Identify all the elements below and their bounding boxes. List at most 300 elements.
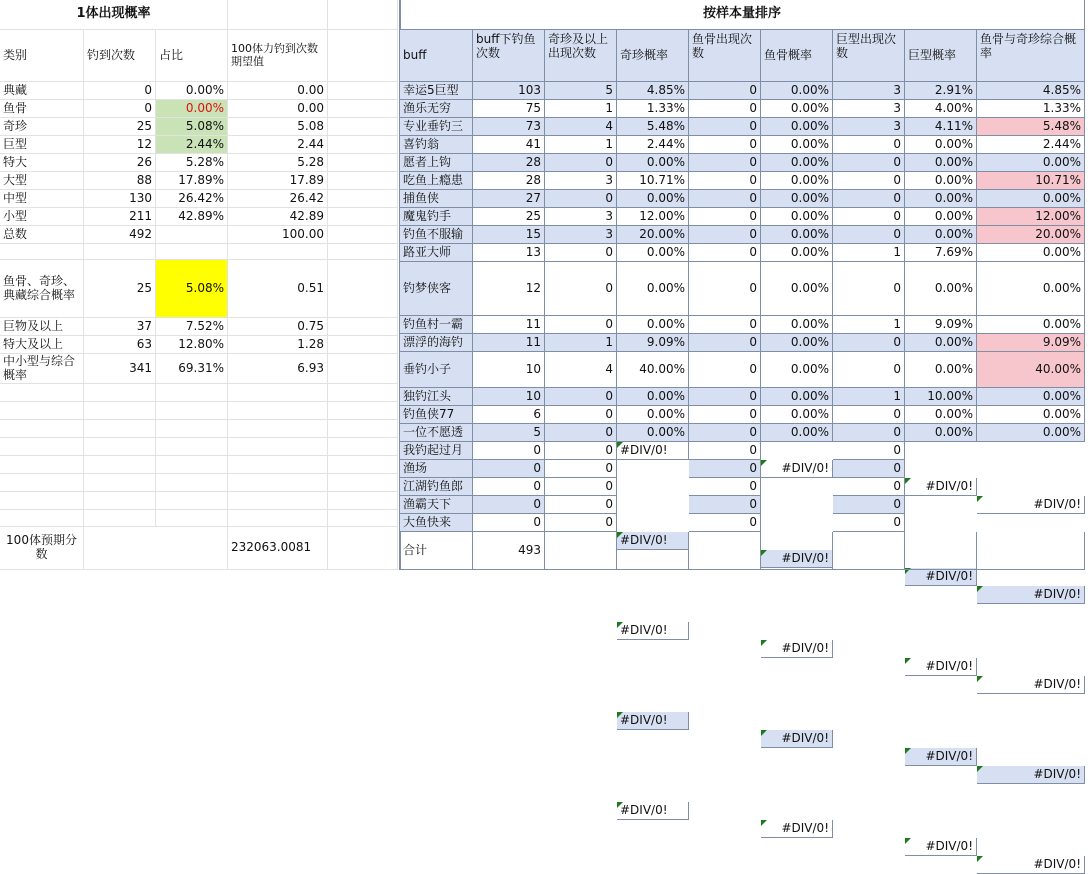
- buff-value[interactable]: 0: [833, 172, 905, 190]
- buff-value[interactable]: 7.69%: [905, 244, 977, 262]
- buff-value[interactable]: #DIV/0!: [905, 748, 977, 766]
- left-row-count[interactable]: 25: [84, 118, 156, 136]
- buff-value[interactable]: 11: [473, 334, 545, 352]
- buff-value[interactable]: #DIV/0!: [905, 838, 977, 856]
- buff-value[interactable]: 0: [545, 496, 617, 514]
- buff-value[interactable]: 3: [833, 82, 905, 100]
- buff-value[interactable]: 0.00%: [761, 208, 833, 226]
- buff-value[interactable]: 15: [473, 226, 545, 244]
- buff-value[interactable]: 28: [473, 172, 545, 190]
- combo-row-exp[interactable]: 1.28: [228, 336, 328, 354]
- left-title[interactable]: 1体出现概率: [0, 0, 228, 30]
- buff-value[interactable]: 0: [689, 244, 761, 262]
- buff-value[interactable]: 0.00%: [761, 136, 833, 154]
- buff-value[interactable]: 0: [545, 442, 617, 460]
- cell[interactable]: [156, 244, 228, 260]
- buff-value[interactable]: 0.00%: [977, 424, 1085, 442]
- buff-value[interactable]: 0.00%: [761, 424, 833, 442]
- buff-value[interactable]: 0: [689, 514, 761, 532]
- buff-value[interactable]: 0: [545, 460, 617, 478]
- left-row-exp[interactable]: 2.44: [228, 136, 328, 154]
- cell[interactable]: [689, 532, 761, 570]
- buff-value[interactable]: 0.00%: [761, 154, 833, 172]
- cell[interactable]: [84, 510, 156, 527]
- buff-value[interactable]: 3: [833, 100, 905, 118]
- buff-value[interactable]: #DIV/0!: [977, 676, 1085, 694]
- buff-value[interactable]: 0.00%: [761, 388, 833, 406]
- buff-value[interactable]: 0: [689, 262, 761, 316]
- buff-name[interactable]: 喜钓翁: [400, 136, 473, 154]
- buff-value[interactable]: 0.00%: [617, 190, 689, 208]
- buff-value[interactable]: 0: [545, 406, 617, 424]
- buff-value[interactable]: 0.00%: [761, 118, 833, 136]
- buff-value[interactable]: 5.48%: [617, 118, 689, 136]
- cell[interactable]: [84, 492, 156, 510]
- left-row-exp[interactable]: 0.00: [228, 82, 328, 100]
- buff-value[interactable]: 0: [689, 118, 761, 136]
- combo-row-label[interactable]: 鱼骨、奇珍、典藏综合概率: [0, 260, 84, 318]
- buff-name[interactable]: 幸运5巨型: [400, 82, 473, 100]
- right-header-2[interactable]: 奇珍及以上出现次数: [545, 30, 617, 82]
- buff-value[interactable]: #DIV/0!: [617, 712, 689, 730]
- buff-value[interactable]: 0: [545, 262, 617, 316]
- cell[interactable]: [228, 384, 328, 402]
- left-row-exp[interactable]: 17.89: [228, 172, 328, 190]
- cell[interactable]: [156, 492, 228, 510]
- left-row-count[interactable]: 130: [84, 190, 156, 208]
- buff-value[interactable]: 0.00%: [905, 154, 977, 172]
- buff-name[interactable]: 渔场: [400, 460, 473, 478]
- combo-row-count[interactable]: 63: [84, 336, 156, 354]
- cell[interactable]: [833, 532, 905, 570]
- buff-value[interactable]: 0: [689, 208, 761, 226]
- buff-value[interactable]: 0.00%: [905, 352, 977, 388]
- right-header-1[interactable]: buff下钓鱼次数: [473, 30, 545, 82]
- buff-value[interactable]: 0: [545, 244, 617, 262]
- buff-value[interactable]: 0.00%: [761, 334, 833, 352]
- cell[interactable]: [0, 456, 84, 474]
- buff-value[interactable]: #DIV/0!: [761, 730, 833, 748]
- buff-value[interactable]: 0: [545, 388, 617, 406]
- buff-value[interactable]: 0.00%: [617, 388, 689, 406]
- buff-value[interactable]: 0: [833, 460, 905, 478]
- buff-value[interactable]: 0.00%: [977, 190, 1085, 208]
- cell[interactable]: [328, 318, 398, 336]
- buff-value[interactable]: 1: [545, 136, 617, 154]
- cell[interactable]: [0, 510, 84, 527]
- buff-value[interactable]: 9.09%: [617, 334, 689, 352]
- buff-value[interactable]: 0: [833, 496, 905, 514]
- buff-value[interactable]: 0.00%: [905, 208, 977, 226]
- buff-name[interactable]: 魔鬼钓手: [400, 208, 473, 226]
- buff-value[interactable]: 0: [689, 334, 761, 352]
- combo-row-exp[interactable]: 0.51: [228, 260, 328, 318]
- buff-value[interactable]: 40.00%: [617, 352, 689, 388]
- cell[interactable]: [228, 456, 328, 474]
- cell[interactable]: [328, 260, 398, 318]
- left-row-label[interactable]: 奇珍: [0, 118, 84, 136]
- buff-value[interactable]: 0.00%: [977, 316, 1085, 334]
- buff-value[interactable]: 5: [473, 424, 545, 442]
- cell[interactable]: [156, 456, 228, 474]
- left-row-exp[interactable]: 0.00: [228, 100, 328, 118]
- buff-value[interactable]: 0: [689, 352, 761, 388]
- combo-row-pct[interactable]: 69.31%: [156, 354, 228, 384]
- buff-value[interactable]: #DIV/0!: [905, 658, 977, 676]
- buff-name[interactable]: 愿者上钩: [400, 154, 473, 172]
- buff-value[interactable]: 0.00%: [761, 172, 833, 190]
- left-row-count[interactable]: 26: [84, 154, 156, 172]
- buff-value[interactable]: 0: [689, 424, 761, 442]
- cell[interactable]: [156, 420, 228, 438]
- score-value[interactable]: 232063.0081: [228, 527, 328, 570]
- buff-value[interactable]: 0.00%: [617, 424, 689, 442]
- cell[interactable]: [328, 510, 398, 527]
- cell[interactable]: [156, 402, 228, 420]
- buff-value[interactable]: 0: [689, 100, 761, 118]
- buff-value[interactable]: 2.44%: [617, 136, 689, 154]
- right-header-6[interactable]: 巨型出现次数: [833, 30, 905, 82]
- combo-row-pct[interactable]: 12.80%: [156, 336, 228, 354]
- cell[interactable]: [0, 420, 84, 438]
- cell[interactable]: [328, 456, 398, 474]
- buff-value[interactable]: 10: [473, 388, 545, 406]
- buff-name[interactable]: 吃鱼上瘾患: [400, 172, 473, 190]
- buff-name[interactable]: 捕鱼侠: [400, 190, 473, 208]
- left-row-label[interactable]: 大型: [0, 172, 84, 190]
- buff-value[interactable]: #DIV/0!: [977, 856, 1085, 874]
- buff-value[interactable]: 4: [545, 352, 617, 388]
- left-row-count[interactable]: 211: [84, 208, 156, 226]
- cell[interactable]: [328, 384, 398, 402]
- buff-value[interactable]: 0: [689, 406, 761, 424]
- cell[interactable]: [84, 244, 156, 260]
- buff-value[interactable]: 10.71%: [977, 172, 1085, 190]
- buff-value[interactable]: 3: [833, 118, 905, 136]
- buff-value[interactable]: 0.00%: [905, 190, 977, 208]
- cell[interactable]: [328, 154, 398, 172]
- buff-name[interactable]: 独钓江头: [400, 388, 473, 406]
- cell[interactable]: [328, 420, 398, 438]
- buff-value[interactable]: 0.00%: [905, 172, 977, 190]
- left-header-2[interactable]: 占比: [156, 30, 228, 82]
- buff-value[interactable]: 20.00%: [977, 226, 1085, 244]
- buff-value[interactable]: 0.00%: [761, 100, 833, 118]
- left-row-count[interactable]: 12: [84, 136, 156, 154]
- combo-row-count[interactable]: 341: [84, 354, 156, 384]
- cell[interactable]: [328, 354, 398, 384]
- left-row-count[interactable]: 0: [84, 100, 156, 118]
- buff-value[interactable]: 5.48%: [977, 118, 1085, 136]
- left-row-label[interactable]: 典藏: [0, 82, 84, 100]
- cell[interactable]: [84, 456, 156, 474]
- buff-value[interactable]: 20.00%: [617, 226, 689, 244]
- buff-name[interactable]: 一位不愿透: [400, 424, 473, 442]
- buff-value[interactable]: 4.85%: [977, 82, 1085, 100]
- buff-value[interactable]: 4.85%: [617, 82, 689, 100]
- cell[interactable]: [328, 226, 398, 244]
- buff-value[interactable]: 4.00%: [905, 100, 977, 118]
- total-label[interactable]: 合计: [400, 532, 473, 570]
- cell[interactable]: [0, 384, 84, 402]
- buff-value[interactable]: #DIV/0!: [761, 820, 833, 838]
- buff-value[interactable]: 0: [833, 262, 905, 316]
- cell[interactable]: [328, 190, 398, 208]
- buff-value[interactable]: 0: [689, 478, 761, 496]
- buff-value[interactable]: 5: [545, 82, 617, 100]
- buff-value[interactable]: 0: [689, 442, 761, 460]
- buff-value[interactable]: 0: [833, 154, 905, 172]
- left-row-exp[interactable]: 5.28: [228, 154, 328, 172]
- buff-value[interactable]: #DIV/0!: [905, 478, 977, 496]
- buff-value[interactable]: 0.00%: [761, 316, 833, 334]
- cell[interactable]: [328, 136, 398, 154]
- buff-value[interactable]: 0.00%: [617, 406, 689, 424]
- buff-value[interactable]: 1: [545, 334, 617, 352]
- buff-value[interactable]: 12.00%: [977, 208, 1085, 226]
- buff-value[interactable]: 0.00%: [977, 388, 1085, 406]
- left-row-pct[interactable]: 5.08%: [156, 118, 228, 136]
- cell[interactable]: [228, 474, 328, 492]
- buff-value[interactable]: 0.00%: [617, 316, 689, 334]
- buff-value[interactable]: 1: [833, 244, 905, 262]
- buff-name[interactable]: 渔霸天下: [400, 496, 473, 514]
- buff-value[interactable]: 41: [473, 136, 545, 154]
- left-header-1[interactable]: 钓到次数: [84, 30, 156, 82]
- left-row-exp[interactable]: 5.08: [228, 118, 328, 136]
- combo-row-label[interactable]: 中小型与综合概率: [0, 354, 84, 384]
- buff-value[interactable]: 0: [473, 442, 545, 460]
- buff-value[interactable]: 0: [833, 514, 905, 532]
- right-title[interactable]: 按样本量排序: [400, 0, 1085, 30]
- buff-value[interactable]: 0: [689, 460, 761, 478]
- buff-value[interactable]: 0.00%: [977, 154, 1085, 172]
- buff-value[interactable]: 4.11%: [905, 118, 977, 136]
- buff-value[interactable]: 0.00%: [761, 82, 833, 100]
- cell[interactable]: [84, 438, 156, 456]
- buff-name[interactable]: 路亚大师: [400, 244, 473, 262]
- buff-value[interactable]: 9.09%: [977, 334, 1085, 352]
- left-row-exp[interactable]: 100.00: [228, 226, 328, 244]
- cell[interactable]: [228, 402, 328, 420]
- buff-name[interactable]: 漂浮的海钓: [400, 334, 473, 352]
- buff-value[interactable]: 12: [473, 262, 545, 316]
- left-row-label[interactable]: 中型: [0, 190, 84, 208]
- cell[interactable]: [228, 510, 328, 527]
- buff-value[interactable]: 3: [545, 208, 617, 226]
- buff-value[interactable]: 0: [833, 478, 905, 496]
- right-header-4[interactable]: 鱼骨出现次数: [689, 30, 761, 82]
- cell[interactable]: [84, 474, 156, 492]
- buff-value[interactable]: 0: [689, 316, 761, 334]
- buff-value[interactable]: 0: [689, 388, 761, 406]
- buff-value[interactable]: 103: [473, 82, 545, 100]
- buff-value[interactable]: 0: [833, 190, 905, 208]
- left-row-pct[interactable]: 2.44%: [156, 136, 228, 154]
- buff-value[interactable]: 0.00%: [617, 154, 689, 172]
- left-row-pct[interactable]: 17.89%: [156, 172, 228, 190]
- buff-value[interactable]: 0.00%: [761, 262, 833, 316]
- left-row-label[interactable]: 特大: [0, 154, 84, 172]
- buff-value[interactable]: #DIV/0!: [617, 532, 689, 550]
- cell[interactable]: [228, 438, 328, 456]
- left-row-count[interactable]: 0: [84, 82, 156, 100]
- combo-row-label[interactable]: 巨物及以上: [0, 318, 84, 336]
- cell[interactable]: [156, 510, 228, 527]
- right-header-0[interactable]: buff: [400, 30, 473, 82]
- left-row-pct[interactable]: 26.42%: [156, 190, 228, 208]
- cell[interactable]: [0, 474, 84, 492]
- buff-value[interactable]: 0.00%: [977, 262, 1085, 316]
- left-header-0[interactable]: 类别: [0, 30, 84, 82]
- buff-value[interactable]: #DIV/0!: [977, 496, 1085, 514]
- cell[interactable]: [228, 0, 328, 30]
- buff-value[interactable]: 0.00%: [905, 424, 977, 442]
- buff-value[interactable]: 1: [833, 316, 905, 334]
- buff-value[interactable]: 0.00%: [905, 226, 977, 244]
- buff-value[interactable]: 0: [545, 478, 617, 496]
- buff-value[interactable]: 2.44%: [977, 136, 1085, 154]
- left-row-label[interactable]: 总数: [0, 226, 84, 244]
- cell[interactable]: [328, 438, 398, 456]
- right-header-5[interactable]: 鱼骨概率: [761, 30, 833, 82]
- buff-value[interactable]: 6: [473, 406, 545, 424]
- buff-name[interactable]: 垂钓小子: [400, 352, 473, 388]
- buff-value[interactable]: 10: [473, 352, 545, 388]
- left-row-pct[interactable]: 0.00%: [156, 100, 228, 118]
- buff-name[interactable]: 大鱼快来: [400, 514, 473, 532]
- left-row-label[interactable]: 鱼骨: [0, 100, 84, 118]
- buff-value[interactable]: 0.00%: [761, 244, 833, 262]
- buff-value[interactable]: 0: [545, 190, 617, 208]
- left-row-pct[interactable]: [156, 226, 228, 244]
- combo-row-count[interactable]: 25: [84, 260, 156, 318]
- buff-value[interactable]: 3: [545, 172, 617, 190]
- cell[interactable]: [328, 474, 398, 492]
- cell[interactable]: [156, 384, 228, 402]
- buff-value[interactable]: 11: [473, 316, 545, 334]
- cell[interactable]: [228, 492, 328, 510]
- cell[interactable]: [228, 244, 328, 260]
- left-row-pct[interactable]: 5.28%: [156, 154, 228, 172]
- buff-value[interactable]: #DIV/0!: [617, 442, 689, 460]
- cell[interactable]: [84, 384, 156, 402]
- buff-value[interactable]: #DIV/0!: [761, 460, 833, 478]
- cell[interactable]: [84, 527, 228, 570]
- buff-value[interactable]: 0.00%: [761, 352, 833, 388]
- buff-value[interactable]: 3: [545, 226, 617, 244]
- buff-value[interactable]: 10.71%: [617, 172, 689, 190]
- buff-value[interactable]: 0.00%: [617, 244, 689, 262]
- buff-value[interactable]: 0: [833, 208, 905, 226]
- buff-value[interactable]: #DIV/0!: [617, 622, 689, 640]
- buff-value[interactable]: 0.00%: [905, 262, 977, 316]
- buff-name[interactable]: 钓鱼不服输: [400, 226, 473, 244]
- buff-name[interactable]: 钓梦侠客: [400, 262, 473, 316]
- cell[interactable]: [328, 208, 398, 226]
- buff-value[interactable]: 0: [473, 478, 545, 496]
- cell[interactable]: [545, 532, 617, 570]
- buff-value[interactable]: 25: [473, 208, 545, 226]
- buff-value[interactable]: 0: [833, 406, 905, 424]
- buff-value[interactable]: 0.00%: [761, 406, 833, 424]
- buff-value[interactable]: 0: [833, 334, 905, 352]
- cell[interactable]: [328, 336, 398, 354]
- cell[interactable]: [328, 0, 398, 30]
- buff-value[interactable]: #DIV/0!: [761, 550, 833, 568]
- buff-value[interactable]: 0: [689, 82, 761, 100]
- cell[interactable]: [977, 532, 1085, 570]
- right-header-8[interactable]: 鱼骨与奇珍综合概率: [977, 30, 1085, 82]
- buff-value[interactable]: 0: [545, 424, 617, 442]
- buff-value[interactable]: #DIV/0!: [905, 568, 977, 586]
- combo-row-count[interactable]: 37: [84, 318, 156, 336]
- buff-value[interactable]: 0: [689, 226, 761, 244]
- buff-value[interactable]: 0.00%: [761, 226, 833, 244]
- buff-value[interactable]: 12.00%: [617, 208, 689, 226]
- buff-name[interactable]: 我钓起过月: [400, 442, 473, 460]
- cell[interactable]: [84, 420, 156, 438]
- buff-value[interactable]: 0: [545, 514, 617, 532]
- right-header-3[interactable]: 奇珍概率: [617, 30, 689, 82]
- buff-value[interactable]: 0: [689, 172, 761, 190]
- total-value[interactable]: 493: [473, 532, 545, 570]
- cell[interactable]: [84, 402, 156, 420]
- buff-name[interactable]: 钓鱼侠77: [400, 406, 473, 424]
- combo-row-pct[interactable]: 7.52%: [156, 318, 228, 336]
- cell[interactable]: [328, 492, 398, 510]
- left-row-label[interactable]: 小型: [0, 208, 84, 226]
- buff-value[interactable]: 0.00%: [905, 406, 977, 424]
- score-label[interactable]: 100体预期分数: [0, 527, 84, 570]
- left-row-exp[interactable]: 26.42: [228, 190, 328, 208]
- cell[interactable]: [0, 402, 84, 420]
- buff-value[interactable]: 0: [833, 136, 905, 154]
- buff-value[interactable]: 0: [473, 460, 545, 478]
- cell[interactable]: [0, 244, 84, 260]
- buff-value[interactable]: 0: [833, 226, 905, 244]
- buff-value[interactable]: 1.33%: [977, 100, 1085, 118]
- buff-value[interactable]: #DIV/0!: [761, 640, 833, 658]
- cell[interactable]: [328, 244, 398, 260]
- buff-value[interactable]: 0: [689, 136, 761, 154]
- buff-value[interactable]: 0: [689, 154, 761, 172]
- buff-name[interactable]: 江湖钓鱼郎: [400, 478, 473, 496]
- cell[interactable]: [328, 172, 398, 190]
- combo-row-label[interactable]: 特大及以上: [0, 336, 84, 354]
- buff-value[interactable]: 0.00%: [761, 190, 833, 208]
- cell[interactable]: [0, 492, 84, 510]
- cell[interactable]: [156, 438, 228, 456]
- buff-value[interactable]: 9.09%: [905, 316, 977, 334]
- cell[interactable]: [761, 532, 833, 570]
- cell[interactable]: [328, 100, 398, 118]
- combo-row-exp[interactable]: 0.75: [228, 318, 328, 336]
- buff-value[interactable]: #DIV/0!: [977, 586, 1085, 604]
- buff-value[interactable]: 28: [473, 154, 545, 172]
- buff-value[interactable]: 0.00%: [617, 262, 689, 316]
- buff-value[interactable]: 13: [473, 244, 545, 262]
- cell[interactable]: [328, 118, 398, 136]
- cell[interactable]: [328, 82, 398, 100]
- buff-name[interactable]: 钓鱼村一霸: [400, 316, 473, 334]
- buff-value[interactable]: 1.33%: [617, 100, 689, 118]
- buff-value[interactable]: 1: [545, 100, 617, 118]
- buff-value[interactable]: 0.00%: [905, 334, 977, 352]
- cell[interactable]: [328, 402, 398, 420]
- cell[interactable]: [617, 532, 689, 570]
- buff-value[interactable]: 0: [473, 496, 545, 514]
